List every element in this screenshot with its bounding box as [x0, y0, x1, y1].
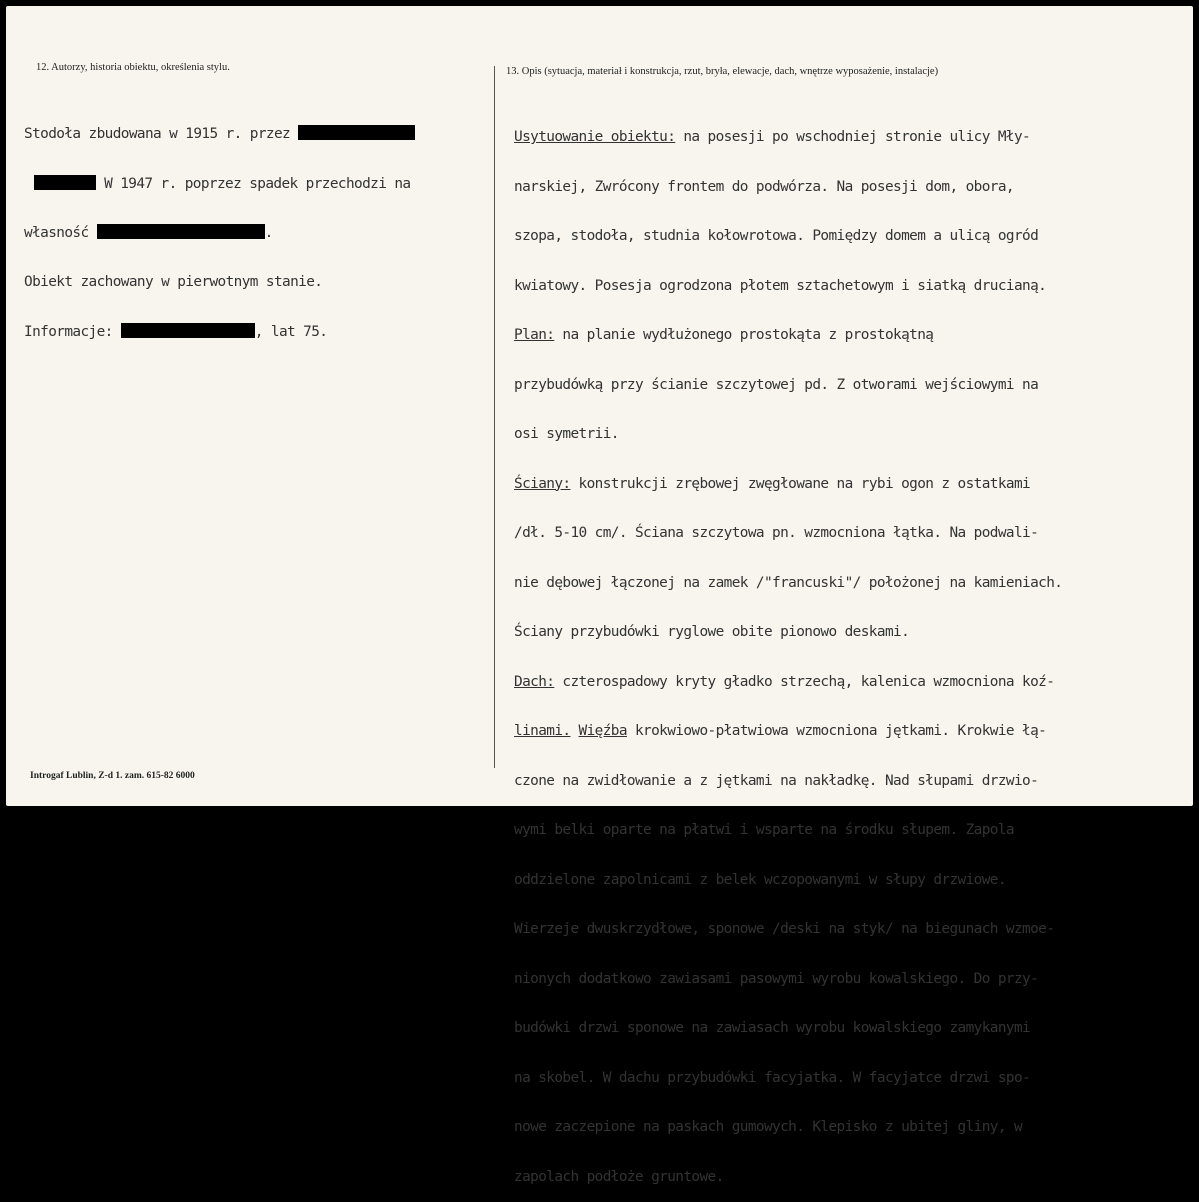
desc-line-1: Usytuowanie obiektu: na posesji po wschodniej stronie ulicy Mły-	[514, 129, 1031, 145]
section-12-header: 12. Autorzy, historia obiektu, określenia stylu.	[36, 62, 230, 73]
desc-line-10: nie dębowej łączonej na zamek /"francuski"/ położonej na kamieniach.	[514, 574, 1063, 591]
heading-roof: Dach:	[514, 673, 555, 690]
desc-line-21: nowe zaczepione na paskach gumowych. Klepisko z ubitej gliny, w	[514, 1119, 1023, 1135]
desc-line-19: budówki drzwi sponowe na zawiasach wyrobu kowalskiego zamykanymi	[514, 1020, 1031, 1036]
desc-line-16: oddzielone zapolnicami z belek wczopowanymi w słupy drzwiowe.	[514, 871, 1006, 888]
heading-truss: Więźba	[578, 723, 627, 739]
heading-plan: Plan:	[514, 327, 555, 343]
redaction-block	[34, 175, 96, 190]
section-13-header: 13. Opis (sytuacja, materiał i konstrukcja, rzut, bryła, elewacje, dach, wnętrze wyposażenie, instalacje)	[506, 66, 939, 77]
desc-line-13: linami. Więźba krokwiowo-płatwiowa wzmocniona jętkami. Krokwie łą-	[514, 723, 1047, 739]
redaction-block	[97, 224, 265, 239]
history-line-3: własność .	[24, 225, 273, 241]
desc-line-14: czone na zwidłowanie a z jętkami na nakładkę. Nad słupami drzwio-	[514, 772, 1039, 789]
history-line-1: Stodoła zbudowana w 1915 r. przez	[24, 125, 415, 142]
desc-line-5: Plan: na planie wydłużonego prostokąta z prostokątną	[514, 327, 934, 343]
redaction-block	[121, 323, 255, 338]
desc-line-18: nionych dodatkowo zawiasami pasowymi wyrobu kowalskiego. Do przy-	[514, 970, 1039, 987]
desc-line-2: narskiej, Zwrócony frontem do podwórza. Na posesji dom, obora,	[514, 178, 1014, 195]
desc-line-9: /dł. 5-10 cm/. Ściana szczytowa pn. wzmocniona łątka. Na podwali-	[514, 525, 1039, 541]
desc-line-7: osi symetrii.	[514, 426, 619, 442]
history-text	[24, 92, 415, 356]
desc-line-6: przybudówką przy ścianie szczytowej pd. Z otworami wejściowymi na	[514, 376, 1039, 393]
heading-walls: Ściany:	[514, 475, 571, 492]
desc-line-22: zapolach podłoże gruntowe.	[514, 1168, 724, 1185]
description-text	[514, 96, 1062, 1202]
desc-line-20: na skobel. W dachu przybudówki facyjatka. W facyjatce drzwi spo-	[514, 1069, 1031, 1086]
desc-line-12: Dach: czterospadowy kryty gładko strzechą, kalenica wzmocniona koź-	[514, 673, 1055, 690]
history-line-5: Informacje: , lat 75.	[24, 324, 328, 340]
history-line-2: W 1947 r. poprzez spadek przechodzi na	[24, 175, 415, 192]
desc-line-11: Ściany przybudówki ryglowe obite pionowo deskami.	[514, 624, 910, 640]
desc-line-4: kwiatowy. Posesja ogrodzona płotem sztachetowym i siatką drucianą.	[514, 277, 1047, 294]
desc-line-15: wymi belki oparte na płatwi i wsparte na środku słupem. Zapola	[514, 822, 1014, 838]
desc-line-17: Wierzeje dwuskrzydłowe, sponowe /deski na styk/ na biegunach wzmoe-	[514, 921, 1055, 937]
printer-footer: Introgaf Lublin, Z-d 1. zam. 615-82 6000	[30, 771, 195, 781]
column-divider	[494, 66, 495, 768]
underlined-word: linami.	[514, 723, 571, 739]
desc-line-3: szopa, stodoła, studnia kołowrotowa. Pomiędzy domem a ulicą ogród	[514, 228, 1039, 244]
history-line-4: Obiekt zachowany w pierwotnym stanie.	[24, 273, 323, 290]
desc-line-8: Ściany: konstrukcji zrębowej zwęgłowane na rybi ogon z ostatkami	[514, 475, 1031, 492]
heading-location: Usytuowanie obiektu:	[514, 129, 676, 145]
redaction-block	[298, 125, 415, 140]
